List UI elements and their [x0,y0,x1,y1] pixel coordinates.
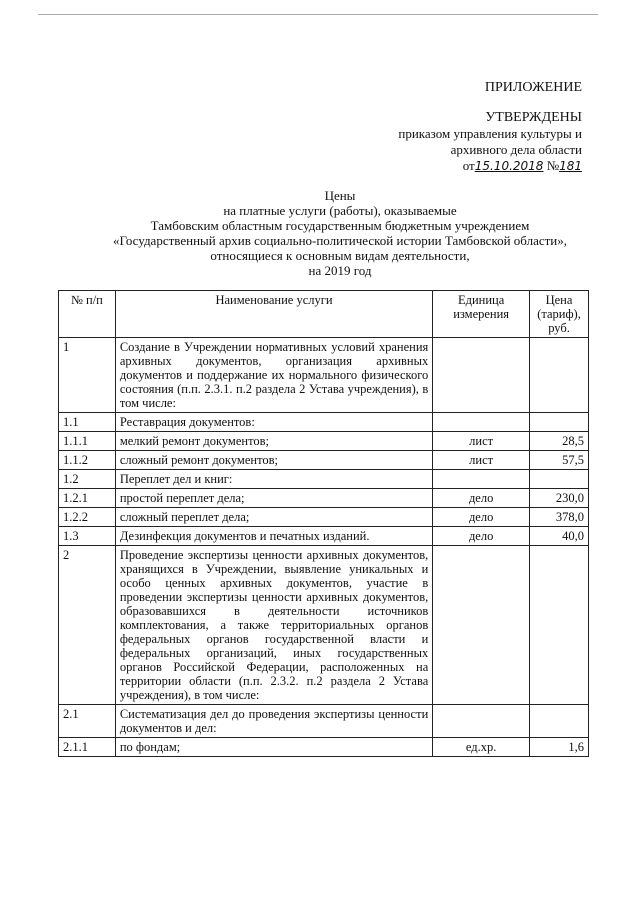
order-date: 15.10.2018 [474,159,544,173]
row-unit [433,705,530,738]
title-line: «Государственный архив социально-политической истории Тамбовской области», [112,233,568,248]
table-row [59,470,589,489]
row-number: 1 [59,338,116,413]
row-unit [433,413,530,432]
order-number: 181 [559,159,582,173]
title-line: на 2019 год [308,263,372,278]
header-number: № п/п [59,291,116,338]
row-price [530,546,589,705]
price-table [58,290,589,757]
row-service-name: мелкий ремонт документов; [115,432,432,451]
row-price [530,470,589,489]
title-line: Тамбовским областным государственным бюджетным учреждением [150,218,530,233]
table-row [59,508,589,527]
table-row [59,738,589,757]
table-row [59,546,589,705]
header-unit: Единица измерения [433,291,530,338]
row-unit: лист [433,451,530,470]
table-row [59,451,589,470]
row-price: 28,5 [530,432,589,451]
row-price: 230,0 [530,489,589,508]
row-service-name: Проведение экспертизы ценности архивных документов, хранящихся в Учреждении, выявление уникальных и особо ценных архивных документов, участие в проведении экспертизы ценности архивных документов, образовавшихся в деятельности источников комплектования, а также территориальных органов федеральных органов государственной власти и федеральных организаций, иных государственных органов Российской Федерации, расположенных на территории области (п.п. 2.3.2. п.2 раздела 2 Устава учреждения), в том числе: [115,546,432,705]
header-service-name: Наименование услуги [115,291,432,338]
row-number: 1.2 [59,470,116,489]
row-service-name: Систематизация дел до проведения экспертизы ценности документов и дел: [115,705,432,738]
row-price [530,413,589,432]
row-service-name: сложный ремонт документов; [115,451,432,470]
row-unit [433,546,530,705]
row-number: 2.1 [59,705,116,738]
top-rule [38,14,598,15]
approved-label: УТВЕРЖДЕНЫ [485,110,582,125]
table-row [59,527,589,546]
order-number-label: № [546,158,560,173]
row-number: 1.2.2 [59,508,116,527]
table-row [59,413,589,432]
row-number: 1.1 [59,413,116,432]
order-date-prefix: от [462,158,475,173]
row-number: 2.1.1 [59,738,116,757]
row-unit [433,470,530,489]
row-service-name: Реставрация документов: [115,413,432,432]
row-number: 1.1.2 [59,451,116,470]
row-number: 1.2.1 [59,489,116,508]
order-date-line [463,158,582,174]
table-row [59,705,589,738]
row-number: 1.3 [59,527,116,546]
order-line-1: приказом управления культуры и [398,126,582,141]
table-row [59,489,589,508]
row-unit [433,338,530,413]
annex-label: ПРИЛОЖЕНИЕ [484,80,582,95]
row-service-name: Создание в Учреждении нормативных условий хранения архивных документов, организация архивных документов и поддержание их нормального физического состояния (п.п. 2.3.1. п.2 раздела 2 Устава учреждения), в том числе: [115,338,432,413]
table-row [59,432,589,451]
row-price: 378,0 [530,508,589,527]
row-service-name: Дезинфекция документов и печатных изданий. [115,527,432,546]
order-line-2: архивного дела области [450,142,582,157]
row-unit: дело [433,489,530,508]
row-price [530,705,589,738]
title-line: относящиеся к основным видам деятельности, [210,248,470,263]
row-unit: дело [433,527,530,546]
row-price: 1,6 [530,738,589,757]
header-price: Цена (тариф), руб. [530,291,589,338]
title-line: на платные услуги (работы), оказываемые [223,203,457,218]
row-service-name: сложный переплет дела; [115,508,432,527]
row-service-name: по фондам; [115,738,432,757]
row-unit: дело [433,508,530,527]
table-header-row [59,291,589,338]
row-price: 57,5 [530,451,589,470]
row-service-name: простой переплет дела; [115,489,432,508]
row-service-name: Переплет дел и книг: [115,470,432,489]
document-title [90,188,590,278]
row-price [530,338,589,413]
title-line: Цены [324,188,356,203]
row-price: 40,0 [530,527,589,546]
row-number: 2 [59,546,116,705]
row-number: 1.1.1 [59,432,116,451]
table-row [59,338,589,413]
row-unit: лист [433,432,530,451]
row-unit: ед.хр. [433,738,530,757]
